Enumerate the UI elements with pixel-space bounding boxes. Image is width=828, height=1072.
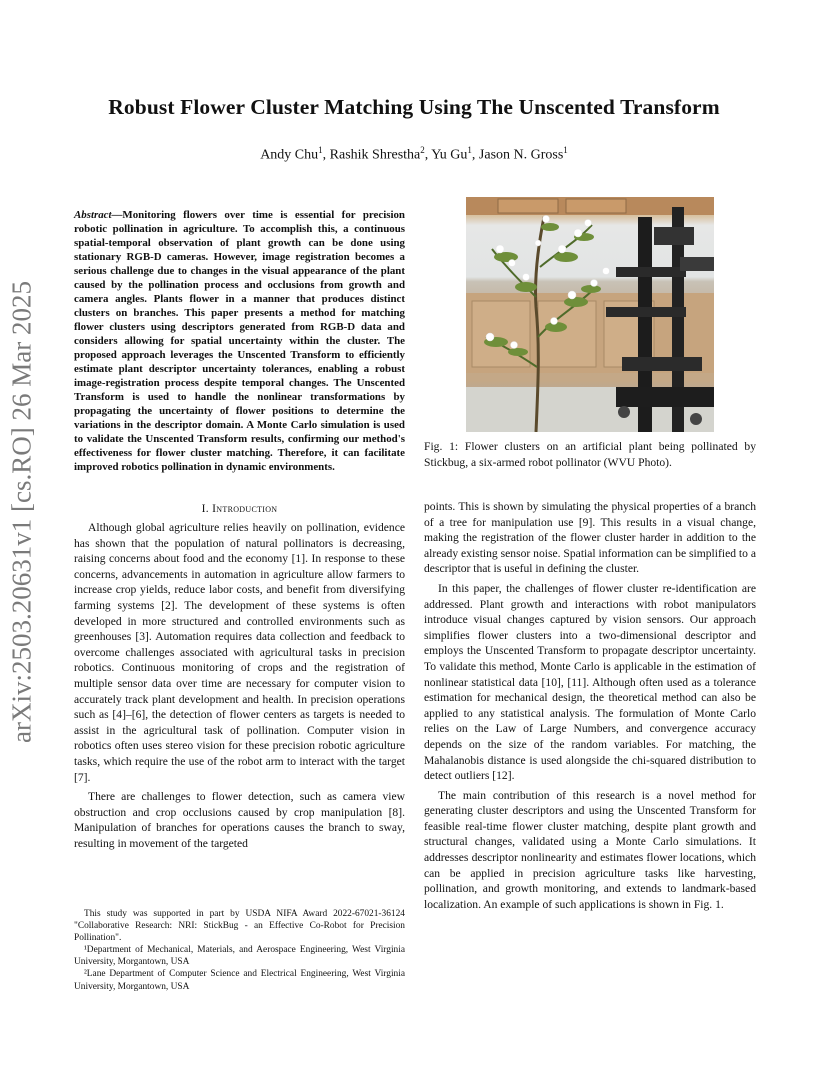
right-paragraph: In this paper, the challenges of flower cluster re-identification are addressed. Plant growth and interactions with robot manipulators introduce visual changes captured by vision sensors. Our approach simplifies flower clusters into a two-dimensional descriptor and employs the Unscented Transform to propagate descriptor uncertainty. To validate this method, Monte Carlo is applicable in the estimation of nonlinear statistical data [10], [11]. Although often used as a tolerance estimation for mechanical design, the theoretical method can also be applied to any statistical analysis. The formulation of Monte Carlo relies on the Law of Large Numbers, and convergence accuracy depends on the size of the random variables. For matching, the Mahalanobis distance is used alongside the chi-squared distribution to detect outliers [12]. — [424, 581, 756, 783]
left-paragraph: Although global agriculture relies heavily on pollination, evidence has shown that the population of natural pollinators is decreasing, raising concerns about food and the economy [1]. In response to these concerns, advancements in automation in agriculture allow farmers to increase crop yields, reduce labor costs, and benefit from diversifying farming systems [2]. The development of these systems is often developed in more structured and controlled environments such as greenhouses [3]. Automation requires data collection and feedback to overcome challenges associated with agricultural tasks in precision robotics. Continuous monitoring of crops and the registration of multiple sensor data over time are necessary for computer vision to accurately track plant development and health. In precision operations such as [4]–[6], the detection of flower centers as targets is needed to assist in the agricultural task of pollination. Computer vision in robotics often uses stereo vision for these precision robotic agriculture tasks, which require the use of the robot arm to interact with the target [7]. — [74, 521, 405, 784]
author-affiliation-mark: 1 — [467, 145, 472, 155]
arxiv-stamp-text: arXiv:2503.20631v1 [cs.RO] 26 Mar 2025 — [6, 281, 37, 743]
author-affiliation-mark: 1 — [318, 145, 323, 155]
right-paragraph: points. This is shown by simulating the physical properties of a branch of a tree for manipulation use [9]. This results in a visual change, making the registration of the flower cluster harder in addition to the already existing sensor noise. Spatial information can be simplified to a descriptor that is useful in defining the cluster. — [424, 500, 756, 576]
author-affiliation-mark: 2 — [420, 145, 425, 155]
paper-title: Robust Flower Cluster Matching Using The Unscented Transform — [108, 95, 720, 119]
left-column-body — [74, 520, 405, 855]
footnote-affiliation-2: ²Lane Department of Computer Science and Electrical Engineering, West Virginia University, Morgantown, USA — [74, 969, 405, 992]
right-column-body — [424, 499, 756, 916]
author-list — [60, 145, 768, 164]
left-paragraph: There are challenges to flower detection, such as camera view obstruction and crop occlusions caused by crop manipulation [8]. Manipulation of branches for operations causes the branch to sway, resulting in movement of the targeted — [74, 790, 405, 850]
section-heading-introduction: I. Introduction — [201, 502, 278, 515]
abstract-text: —Monitoring flowers over time is essential for precision robotic pollination in agriculture. To accomplish this, a continuous spatial-temporal observation of plant growth can be done using stationary RGB-D cameras. However, image registration becomes a serious challenge due to changes in the visual appearance of the plant caused by the pollination process and occlusions from growth and camera angles. Plants flower in a manner that produces distinct clusters on branches. This paper presents a method for matching flower clusters using descriptors generated from RGB-D data and considers allowing for spatial uncertainty within the cluster. The proposed approach leverages the Unscented Transform to efficiently estimate plant descriptor uncertainty tolerances, enabling a robust image-registration process despite temporal changes. The Unscented Transform is used to handle the nonlinear transformations by propagating the uncertainty of flower positions to determine the variations in the descriptor domain. A Monte Carlo simulation is used to validate the Unscented Transform results, confirming our method's effectiveness for flower cluster matching. Therefore, it can facilitate improved robotics pollination in dynamic environments. — [74, 209, 405, 473]
author-separator: , — [471, 147, 479, 163]
author-name: Jason N. Gross — [478, 147, 564, 163]
photo-illustration — [466, 197, 714, 432]
abstract — [74, 208, 405, 474]
author-name: Rashik Shrestha — [329, 147, 421, 163]
author-separator: , — [424, 147, 432, 163]
author-affiliation-mark: 1 — [563, 145, 568, 155]
author-separator: , — [322, 147, 330, 163]
footnote-funding: This study was supported in part by USDA NIFA Award 2022-67021-36124 "Collaborative Research: NRI: StickBug - an Effective Co-Robot for Precision Pollination". — [74, 909, 405, 944]
author-name: Andy Chu — [260, 147, 319, 163]
author-name: Yu Gu — [431, 147, 468, 163]
footnotes — [74, 908, 405, 993]
right-paragraph: The main contribution of this research is a novel method for generating cluster descriptors and using the Unscented Transform for feasible real-time flower cluster matching, despite plant growth and structural changes, validated using a Monte Carlo simulations. It addresses descriptor nonlinearity and estimates flower locations, which can be applied in precision agriculture tasks like harvesting, pollination, and growth monitoring, and extends to landmark-based localization. An example of such applications is shown in Fig. 1. — [424, 788, 756, 911]
figure-photo-robot-plant — [466, 197, 714, 432]
abstract-lead: Abstract — [74, 209, 112, 221]
figure-caption: Fig. 1: Flower clusters on an artificial plant being pollinated by Stickbug, a six-armed robot pollinator (WVU Photo). — [424, 440, 756, 469]
footnote-affiliation-1: ¹Department of Mechanical, Materials, and Aerospace Engineering, West Virginia University, Morgantown, USA — [74, 945, 405, 968]
